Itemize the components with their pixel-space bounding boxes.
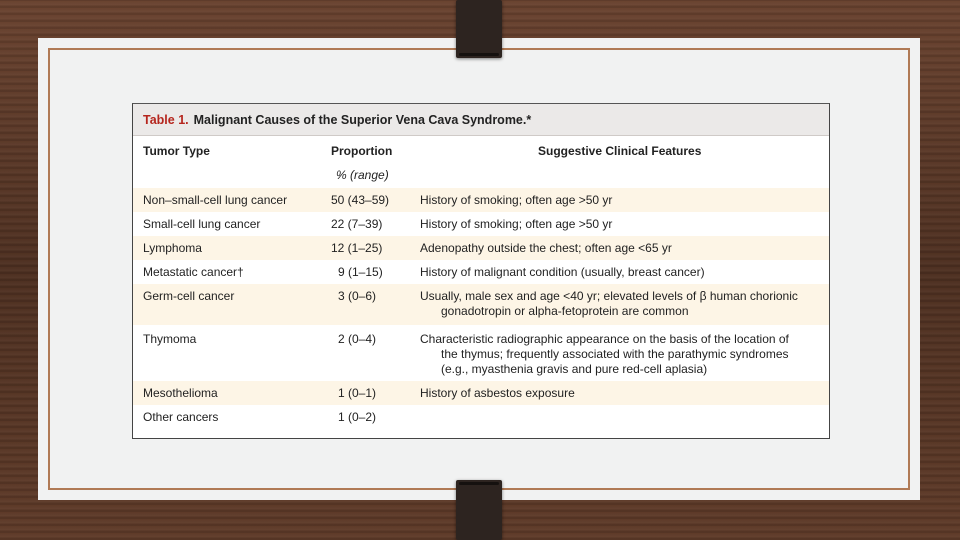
proportion: 3 (0–6) (338, 289, 377, 303)
table-title-bar (133, 104, 829, 136)
feature-line: History of smoking; often age >50 yr (420, 193, 613, 207)
proportion: 1 (0–1) (338, 386, 377, 400)
subheader-percent-range: % (range) (336, 168, 389, 182)
feature-line: gonadotropin or alpha-fetoprotein are common (441, 304, 689, 318)
clinical-features (420, 332, 825, 377)
feature-line: History of malignant condition (usually, breast cancer) (420, 265, 705, 279)
tumor-type: Small-cell lung cancer (143, 217, 261, 231)
clinical-features (420, 265, 825, 280)
table-row (133, 405, 829, 429)
table-row (133, 236, 829, 260)
table-row (133, 260, 829, 284)
tumor-type: Lymphoma (143, 241, 202, 255)
binder-clip-bottom (456, 480, 502, 540)
tumor-type: Germ-cell cancer (143, 289, 235, 303)
table-title: Malignant Causes of the Superior Vena Cava Syndrome.* (193, 112, 532, 127)
feature-line: Usually, male sex and age <40 yr; elevated levels of β human chorionic (420, 289, 798, 303)
feature-line: Adenopathy outside the chest; often age <65 yr (420, 241, 672, 255)
feature-line: (e.g., myasthenia gravis and pure red-cell aplasia) (441, 362, 708, 376)
table-row (133, 188, 829, 212)
proportion: 12 (1–25) (331, 241, 383, 255)
tumor-type: Non–small-cell lung cancer (143, 193, 288, 207)
table-row (133, 284, 829, 325)
proportion: 50 (43–59) (331, 193, 390, 207)
clinical-features (420, 241, 825, 256)
tumor-type: Metastatic cancer† (143, 265, 244, 279)
proportion: 2 (0–4) (338, 332, 377, 346)
feature-line: History of smoking; often age >50 yr (420, 217, 613, 231)
header-clinical-features: Suggestive Clinical Features (538, 144, 702, 158)
binder-clip-top (456, 0, 502, 58)
table-label: Table 1. (143, 112, 189, 127)
clinical-features (420, 289, 825, 319)
proportion: 1 (0–2) (338, 410, 377, 424)
header-proportion: Proportion (331, 144, 393, 158)
tumor-type: Thymoma (143, 332, 197, 346)
tumor-type: Mesothelioma (143, 386, 218, 400)
table (132, 103, 830, 439)
tumor-type: Other cancers (143, 410, 219, 424)
feature-line: Characteristic radiographic appearance on the basis of the location of (420, 332, 789, 346)
clinical-features (420, 217, 825, 232)
feature-line: the thymus; frequently associated with the parathymic syndromes (441, 347, 789, 361)
table-row (133, 325, 829, 381)
clinical-features (420, 193, 825, 208)
table-row (133, 381, 829, 405)
table-subheader-row (133, 168, 829, 186)
header-tumor-type: Tumor Type (143, 144, 210, 158)
clinical-features (420, 386, 825, 401)
table-header-row (133, 144, 829, 164)
feature-line: History of asbestos exposure (420, 386, 575, 400)
table-row (133, 212, 829, 236)
proportion: 9 (1–15) (338, 265, 383, 279)
proportion: 22 (7–39) (331, 217, 383, 231)
